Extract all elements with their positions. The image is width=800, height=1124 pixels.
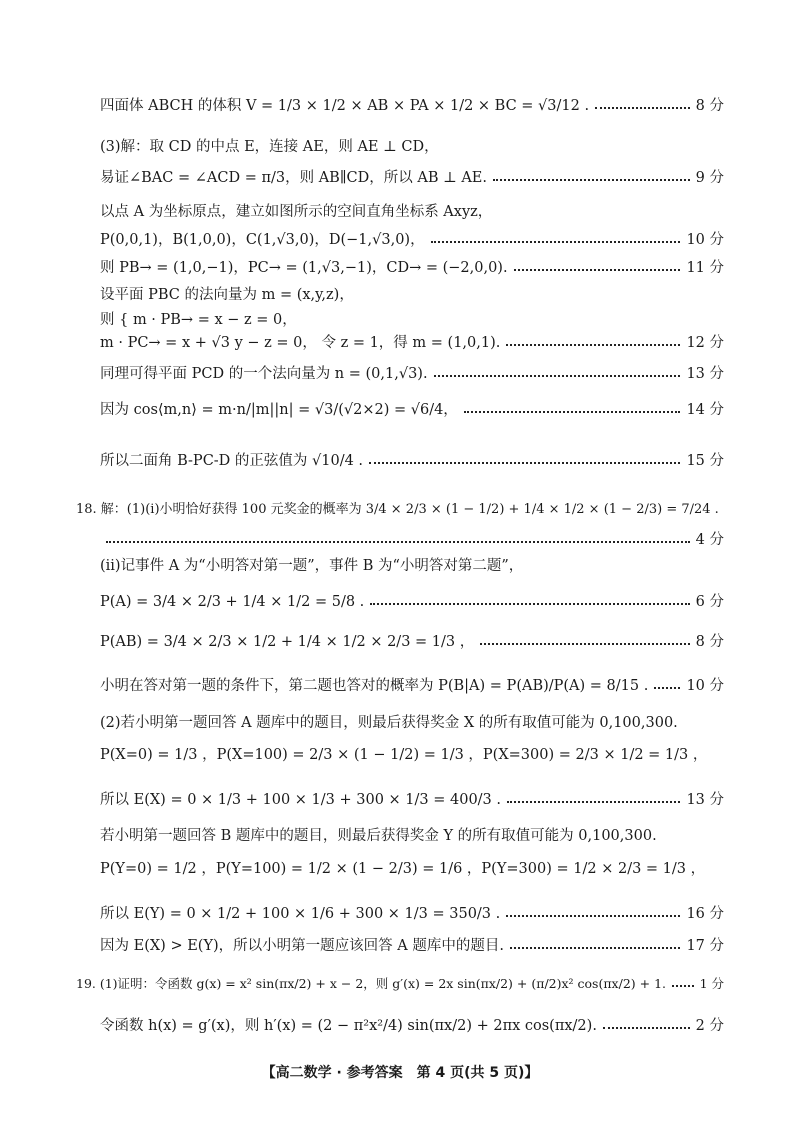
dot-leader (672, 985, 694, 987)
answer-line (100, 1016, 724, 1036)
page-footer: 【高二数学 · 参考答案 第 4 页(共 5 页)】 (261, 1065, 539, 1081)
answer-line (100, 364, 724, 384)
line-text: 所以二面角 B-PC-D 的正弦值为 √10/4 . (100, 453, 364, 469)
answer-line (100, 904, 724, 924)
line-text: 令函数 h(x) = g′(x)，则 h′(x) = (2 − π²x²/4) sin(πx/2) + 2πx cos(πx/2). (100, 1018, 597, 1034)
line-text: 所以 E(Y) = 0 × 1/2 + 100 × 1/6 + 300 × 1/3 = 350/3 . (100, 906, 501, 922)
answer-line (100, 713, 724, 733)
answer-line (100, 202, 724, 222)
answer-line (100, 530, 724, 550)
answer-line (100, 451, 724, 471)
line-text: 19. (1)证明：令函数 g(x) = x² sin(πx/2) + x − 2，则 g′(x) = 2x sin(πx/2) + (π/2)x² cos(πx/2) + 1. (76, 976, 666, 991)
answer-line (100, 400, 724, 420)
score-label: 4 分 (695, 532, 724, 548)
answer-line (100, 230, 724, 250)
dot-leader (595, 107, 690, 109)
answer-line (100, 556, 724, 576)
score-label: 9 分 (695, 170, 724, 186)
score-label: 12 分 (686, 335, 724, 351)
line-text: 设平面 PBC 的法向量为 m = (x,y,z)， (100, 287, 354, 303)
line-text: m · PC→ = x + √3 y − z = 0， 令 z = 1，得 m = (1,0,1). (100, 335, 501, 351)
dot-leader (480, 643, 689, 645)
score-label: 17 分 (686, 938, 724, 954)
answer-line (100, 790, 724, 810)
line-text: P(X=0) = 1/3 ，P(X=100) = 2/3 × (1 − 1/2) = 1/3 ，P(X=300) = 2/3 × 1/2 = 1/3 ， (100, 747, 708, 763)
line-text: 因为 cos⟨m,n⟩ = m·n/|m||n| = √3/(√2×2) = √6/4， (100, 402, 458, 418)
answer-line (100, 632, 724, 652)
answer-line (100, 137, 724, 157)
line-text: P(A) = 3/4 × 2/3 + 1/4 × 1/2 = 5/8 . (100, 594, 365, 610)
score-label: 10 分 (686, 232, 724, 248)
dot-leader (506, 915, 680, 917)
dot-leader (434, 375, 681, 377)
line-text: 所以 E(X) = 0 × 1/3 + 100 × 1/3 + 300 × 1/3 = 400/3 . (100, 792, 501, 808)
answer-line (100, 333, 724, 353)
score-label: 1 分 (699, 976, 724, 991)
dot-leader (369, 462, 680, 464)
answer-line (100, 826, 724, 846)
dot-leader (106, 541, 690, 543)
line-text: 因为 E(X) > E(Y)，所以小明第一题应该回答 A 题库中的题目. (100, 938, 504, 954)
line-text: 四面体 ABCH 的体积 V = 1/3 × 1/2 × AB × PA × 1/2 × BC = √3/12 . (100, 98, 590, 114)
answer-line (100, 96, 724, 116)
dot-leader (506, 344, 680, 346)
score-label: 6 分 (695, 594, 724, 610)
answer-line (100, 285, 724, 305)
dot-leader (507, 801, 680, 803)
dot-leader (654, 687, 680, 689)
score-label: 11 分 (686, 260, 724, 276)
answer-line (100, 859, 724, 879)
answer-line (76, 974, 724, 994)
answer-line (100, 592, 724, 612)
dot-leader (510, 947, 680, 949)
line-text: (ⅱ)记事件 A 为“小明答对第一题”，事件 B 为“小明答对第二题”， (100, 558, 524, 574)
line-text: P(0,0,1)，B(1,0,0)，C(1,√3,0)，D(−1,√3,0)， (100, 232, 425, 248)
dot-leader (370, 603, 689, 605)
score-label: 8 分 (695, 98, 724, 114)
line-text: (3)解：取 CD 的中点 E，连接 AE，则 AE ⊥ CD， (100, 139, 439, 155)
line-text: P(Y=0) = 1/2 ，P(Y=100) = 1/2 × (1 − 2/3) = 1/6 ，P(Y=300) = 1/2 × 2/3 = 1/3 ， (100, 861, 706, 877)
line-text: 小明在答对第一题的条件下，第二题也答对的概率为 P(B|A) = P(AB)/P(A) = 8/15 . (100, 678, 649, 694)
dot-leader (431, 241, 681, 243)
answer-line (76, 500, 724, 520)
score-label: 15 分 (686, 453, 724, 469)
answer-line (100, 936, 724, 956)
line-text: 则 { m · PB→ = x − z = 0， (100, 312, 297, 328)
line-text: 易证∠BAC = ∠ACD = π/3，则 AB∥CD，所以 AB ⊥ AE. (100, 170, 487, 186)
score-label: 14 分 (686, 402, 724, 418)
answer-line (100, 310, 724, 330)
score-label: 2 分 (695, 1018, 724, 1034)
score-label: 16 分 (686, 906, 724, 922)
dot-leader (493, 179, 690, 181)
score-label: 13 分 (686, 366, 724, 382)
line-text: 同理可得平面 PCD 的一个法向量为 n = (0,1,√3). (100, 366, 428, 382)
line-text: 则 PB→ = (1,0,−1)，PC→ = (1,√3,−1)，CD→ = (−2,0,0). (100, 260, 508, 276)
line-text: (2)若小明第一题回答 A 题库中的题目，则最后获得奖金 X 的所有取值可能为 0,100,300. (100, 715, 678, 731)
line-text: 若小明第一题回答 B 题库中的题目，则最后获得奖金 Y 的所有取值可能为 0,100,300. (100, 828, 657, 844)
score-label: 10 分 (686, 678, 724, 694)
dot-leader (603, 1027, 690, 1029)
dot-leader (464, 411, 681, 413)
line-text: P(AB) = 3/4 × 2/3 × 1/2 + 1/4 × 1/2 × 2/3 = 1/3 ， (100, 634, 475, 650)
line-text: 18. 解：(1)(ⅰ)小明恰好获得 100 元奖金的概率为 3/4 × 2/3 × (1 − 1/2) + 1/4 × 1/2 × (1 − 2/3) = 7/24 . (76, 502, 719, 517)
score-label: 8 分 (695, 634, 724, 650)
answer-line (100, 745, 724, 765)
answer-line (100, 676, 724, 696)
line-text: 以点 A 为坐标原点，建立如图所示的空间直角坐标系 Axyz， (100, 204, 493, 220)
dot-leader (514, 269, 681, 271)
answer-line (100, 258, 724, 278)
answer-line (100, 168, 724, 188)
score-label: 13 分 (686, 792, 724, 808)
